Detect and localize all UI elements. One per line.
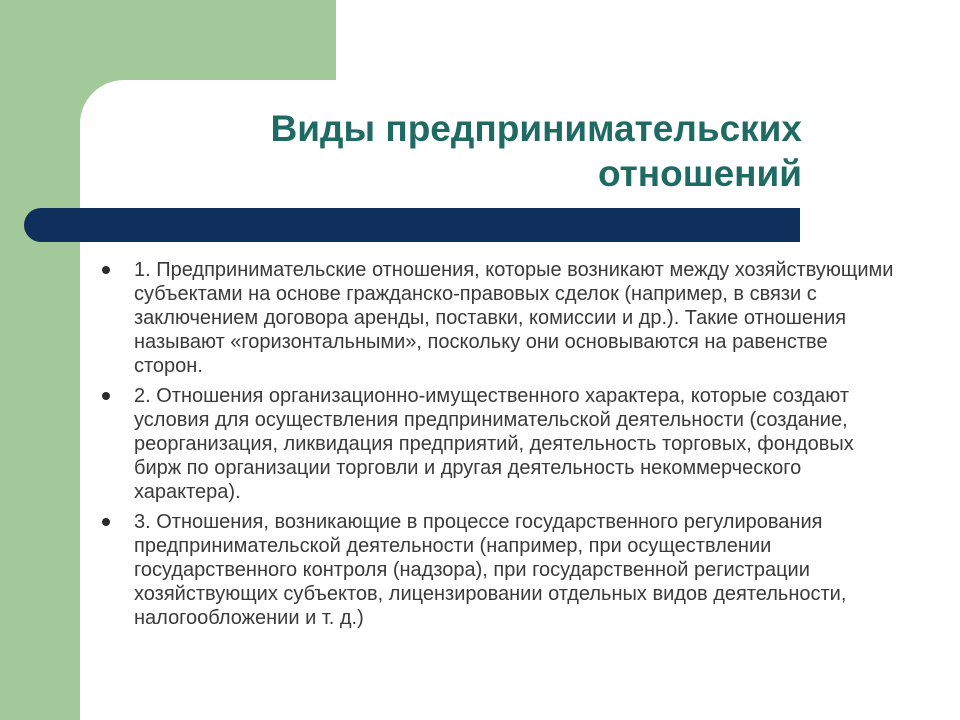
bullet-list — [96, 258, 896, 630]
slide-body — [96, 258, 896, 636]
list-item — [96, 384, 896, 504]
list-item — [96, 510, 896, 630]
list-item-text: 2. Отношения организационно-имущественного характера, которые создают условия для осуществления предпринимательской деятельности (создание, реорганизация, ликвидация предприятий, деятельность торговых, фондовых бирж по организации торговли и другая деятельность некоммерческого характера). — [134, 385, 854, 503]
bullet-icon — [102, 518, 110, 526]
background-green-strip — [0, 0, 80, 720]
title-divider-bar — [24, 208, 800, 242]
slide-title: Виды предпринимательских отношений — [270, 108, 802, 194]
list-item-text: 3. Отношения, возникающие в процессе государственного регулирования предпринимательской деятельности (например, при осуществлении государственного контроля (надзора), при государственной регистрации хозяйствующих субъектов, лицензировании отдельных видов деятельности, налогообложении и т. д.) — [134, 511, 847, 629]
list-item-text: 1. Предпринимательские отношения, которые возникают между хозяйствующими субъектами на основе гражданско-правовых сделок (например, в связи с заключением договора аренды, поставки, комиссии и др.). Такие отношения называют «горизонтальными», поскольку они основываются на равенстве сторон. — [134, 259, 894, 377]
list-item — [96, 258, 896, 378]
bullet-icon — [102, 266, 110, 274]
bullet-icon — [102, 392, 110, 400]
